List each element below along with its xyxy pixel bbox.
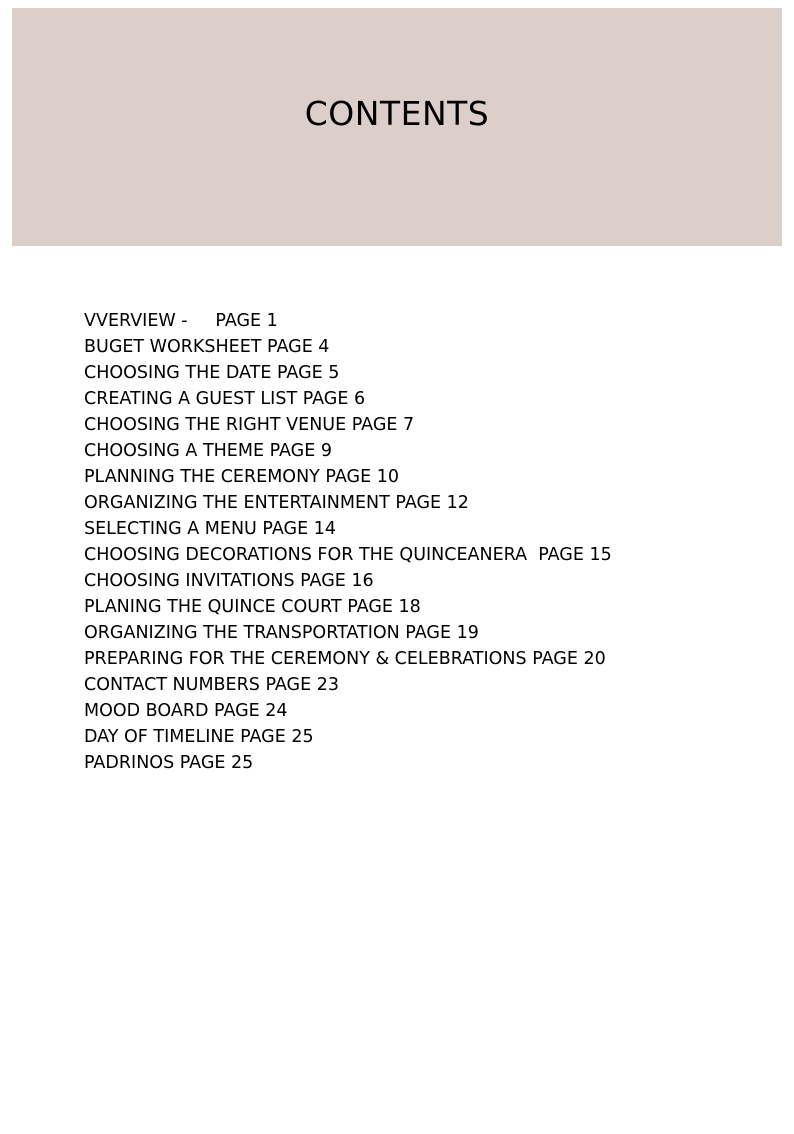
toc-item-mood-board: MOOD BOARD PAGE 24 — [84, 701, 288, 721]
toc-item-quince-court: PLANING THE QUINCE COURT PAGE 18 — [84, 597, 421, 617]
toc-item-budget-worksheet: BUGET WORKSHEET PAGE 4 — [84, 337, 330, 357]
toc-item-day-of-timeline: DAY OF TIMELINE PAGE 25 — [84, 727, 314, 747]
toc-item-invitations: CHOOSING INVITATIONS PAGE 16 — [84, 571, 374, 591]
toc-item-contact-numbers: CONTACT NUMBERS PAGE 23 — [84, 675, 339, 695]
toc-item-preparing-celebrations: PREPARING FOR THE CEREMONY & CELEBRATIONS PAGE 20 — [84, 649, 606, 669]
toc-item-decorations: CHOOSING DECORATIONS FOR THE QUINCEANERA PAGE 15 — [84, 545, 612, 565]
toc-item-venue: CHOOSING THE RIGHT VENUE PAGE 7 — [84, 415, 415, 435]
toc-item-guest-list: CREATING A GUEST LIST PAGE 6 — [84, 389, 366, 409]
table-of-contents — [84, 308, 774, 776]
toc-item-menu: SELECTING A MENU PAGE 14 — [84, 519, 336, 539]
toc-item-padrinos: PADRINOS PAGE 25 — [84, 753, 254, 773]
toc-item-choosing-the-date: CHOOSING THE DATE PAGE 5 — [84, 363, 340, 383]
toc-item-theme: CHOOSING A THEME PAGE 9 — [84, 441, 332, 461]
toc-item-entertainment: ORGANIZING THE ENTERTAINMENT PAGE 12 — [84, 493, 469, 513]
toc-item-transportation: ORGANIZING THE TRANSPORTATION PAGE 19 — [84, 623, 479, 643]
header-band — [12, 8, 782, 246]
toc-item-overview: VVERVIEW - PAGE 1 — [84, 311, 278, 331]
page-title: CONTENTS — [304, 94, 490, 133]
toc-item-ceremony: PLANNING THE CEREMONY PAGE 10 — [84, 467, 399, 487]
